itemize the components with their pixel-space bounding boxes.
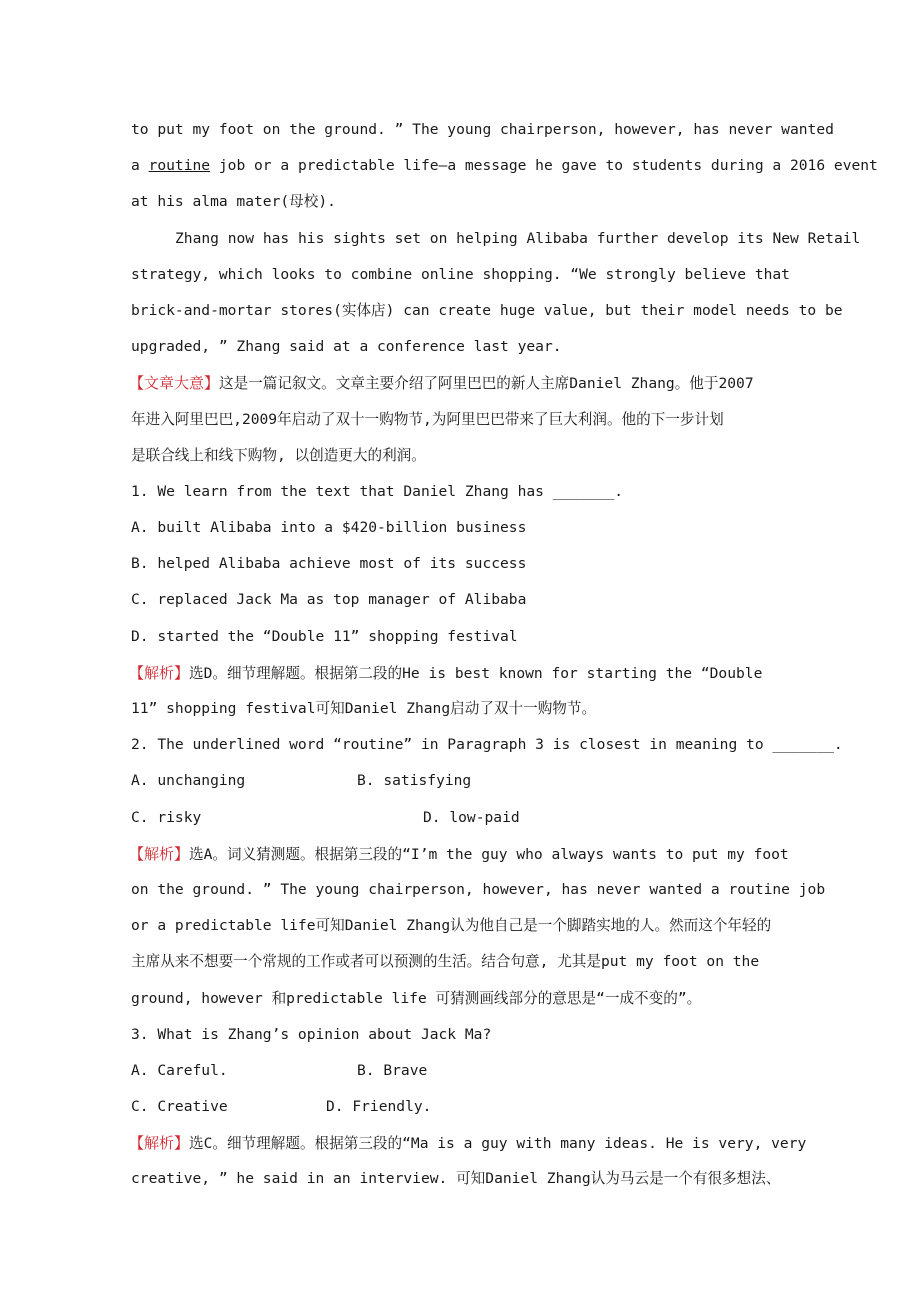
options-row [131, 763, 831, 799]
analysis-line: ground, however 和predictable life 可猜测画线部分的意思是“一成不变的”。 [131, 989, 702, 1007]
option-d: D. started the “Double 11” shopping festival [131, 627, 518, 645]
question-stem: 1. We learn from the text that Daniel Zhang has _______. [131, 482, 624, 500]
analysis-text: 选C。细节理解题。根据第三段的“Ma is a guy with many ideas. He is very, very [189, 1135, 807, 1153]
option-a: A. Careful. [131, 1061, 228, 1079]
option-c: C. risky [131, 808, 202, 826]
option-c: C. replaced Jack Ma as top manager of Alibaba [131, 591, 527, 609]
analysis-line: 主席从来不想要一个常规的工作或者可以预测的生活。结合句意, 尤其是put my foot on the [131, 953, 760, 971]
analysis-text: 选D。细节理解题。根据第二段的He is best known for starting the “Double [189, 664, 763, 682]
option-b: B. satisfying [357, 772, 472, 790]
paragraph-line: to put my foot on the ground. ” The young chairperson, however, has never wanted [131, 121, 834, 138]
question-stem: 3. What is Zhang’s opinion about Jack Ma? [131, 1025, 492, 1043]
option-d: D. Friendly. [326, 1098, 432, 1116]
paragraph-line: strategy, which looks to combine online shopping. “We strongly believe that [131, 265, 790, 283]
summary-tag: 【文章大意】 [129, 374, 220, 393]
analysis-text: 选A。词义猜测题。根据第三段的“I’m the guy who always wants to put my foot [189, 845, 789, 863]
options-row [131, 1053, 831, 1089]
analysis-line [131, 1125, 831, 1161]
options-row [131, 1089, 831, 1125]
paragraph-line: brick-and-mortar stores(实体店) can create huge value, but their model needs to be [131, 301, 843, 319]
analysis-tag: 【解析】 [129, 1134, 190, 1153]
analysis-tag: 【解析】 [129, 663, 190, 682]
paragraph-line: Zhang now has his sights set on helping Alibaba further develop its New Retail [175, 229, 861, 247]
text-span: a [131, 157, 149, 175]
paragraph-line [131, 148, 878, 184]
text-span: job or a predictable life—a message he gave to students during a 2016 event [210, 157, 878, 175]
analysis-tag: 【解析】 [129, 844, 190, 863]
analysis-line: on the ground. ” The young chairperson, however, has never wanted a routine job [131, 880, 826, 898]
analysis-line [131, 655, 831, 691]
summary-line: 是联合线上和线下购物, 以创造更大的利润。 [131, 446, 426, 464]
analysis-line: 11” shopping festival可知Daniel Zhang启动了双十一购物节。 [131, 700, 597, 717]
analysis-line: or a predictable life可知Daniel Zhang认为他自己是一个脚踏实地的人。然而这个年轻的 [131, 917, 772, 935]
option-b: B. helped Alibaba achieve most of its success [131, 555, 527, 573]
option-c: C. Creative [131, 1098, 228, 1116]
option-a: A. unchanging [131, 772, 246, 790]
summary-text: 这是一篇记叙文。文章主要介绍了阿里巴巴的新人主席Daniel Zhang。他于2007 [219, 375, 754, 393]
option-d: D. low-paid [423, 808, 520, 826]
underlined-word-routine: routine [148, 157, 211, 175]
summary-line [131, 365, 831, 401]
paragraph-line: upgraded, ” Zhang said at a conference last year. [131, 338, 562, 356]
question-stem: 2. The underlined word “routine” in Paragraph 3 is closest in meaning to _______. [131, 736, 843, 754]
options-row [131, 800, 831, 836]
paragraph-line: at his alma mater(母校). [131, 193, 336, 211]
option-a: A. built Alibaba into a $420-billion business [131, 519, 527, 537]
option-b: B. Brave [357, 1061, 428, 1079]
document-page [129, 112, 878, 1198]
analysis-line [131, 836, 831, 872]
summary-line: 年进入阿里巴巴,2009年启动了双十一购物节,为阿里巴巴带来了巨大利润。他的下一步计划 [131, 410, 724, 428]
analysis-line: creative, ” he said in an interview. 可知Daniel Zhang认为马云是一个有很多想法、 [131, 1170, 781, 1188]
